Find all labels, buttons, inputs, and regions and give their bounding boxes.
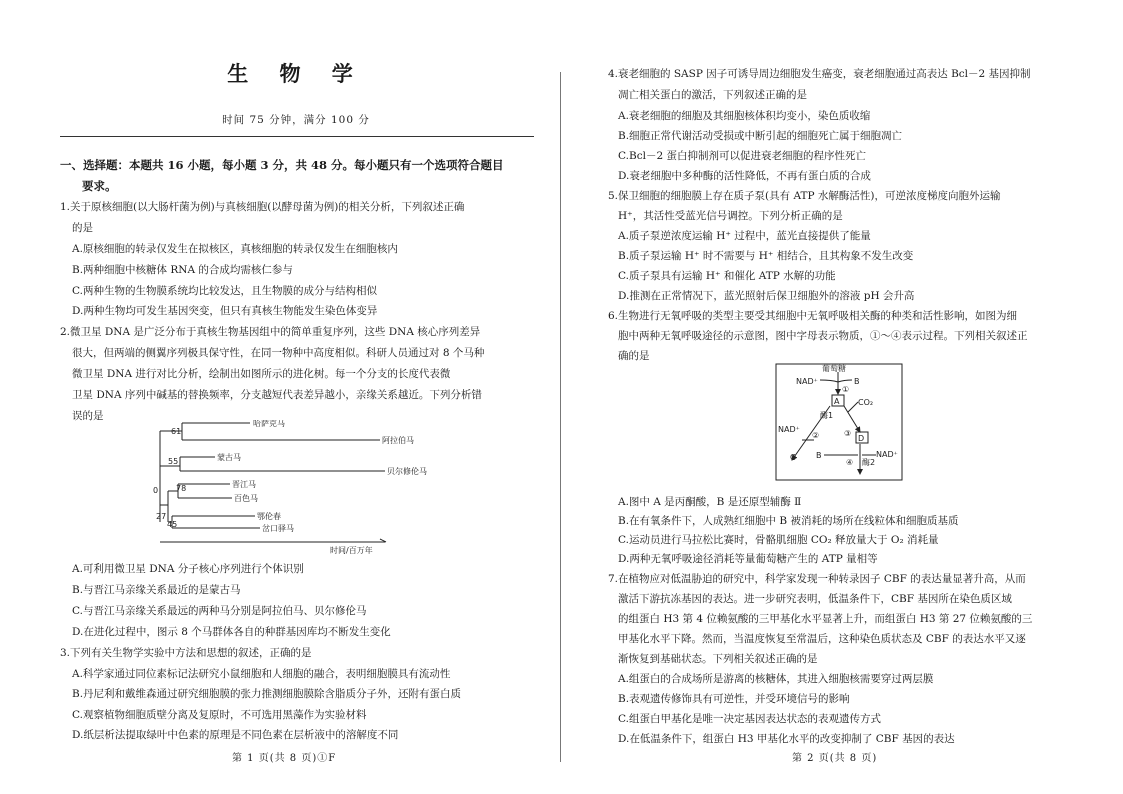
node-61: 61 — [171, 427, 182, 436]
q7-stem-1: 7.在植物应对低温胁迫的研究中，科学家发现一种转录因子 CBF 的表达量显著升高，从而 — [608, 573, 1026, 585]
horse-label-4: 贝尔修伦马 — [387, 467, 427, 476]
diagram-b-top: B — [854, 377, 860, 386]
q7-option-b: B.表观遗传修饰具有可逆性，并受环境信号的影响 — [618, 693, 850, 705]
q3-option-a: A.科学家通过同位素标记法研究小鼠细胞和人细胞的融合，表明细胞膜具有流动性 — [72, 668, 451, 680]
q6-stem-1: 6.生物进行无氧呼吸的类型主要受其细胞中无氧呼吸相关酶的种类和活性影响，如图为细 — [608, 310, 1018, 322]
q4-stem-2: 凋亡相关蛋白的激活，下列叙述正确的是 — [618, 89, 807, 101]
diagram-step-3: ③ — [844, 429, 852, 438]
q5-option-a: A.质子泵逆浓度运输 H⁺ 过程中，蓝光直接提供了能量 — [618, 230, 871, 242]
q2-stem-1: 2.微卫星 DNA 是广泛分布于真核生物基因组中的简单重复序列，这些 DNA 核心序列差异 — [60, 326, 481, 338]
q6-option-a: A.图中 A 是丙酮酸，B 是还原型辅酶 Ⅱ — [618, 496, 802, 508]
q7-option-c: C.组蛋白甲基化是唯一决定基因表达状态的表观遗传方式 — [618, 713, 881, 725]
diagram-step-4: ④ — [846, 458, 854, 467]
q6-option-b: B.在有氧条件下，人成熟红细胞中 B 被消耗的场所在线粒体和细胞质基质 — [618, 515, 959, 527]
q3-option-c: C.观察植物细胞质壁分离及复原时，不可选用黑藻作为实验材料 — [72, 709, 367, 721]
q1-option-d: D.两种生物均可发生基因突变，但只有真核生物能发生染色体变异 — [72, 305, 378, 317]
q4-option-a: A.衰老细胞的细胞及其细胞核体积均变小，染色质收缩 — [618, 110, 871, 122]
page-divider — [560, 72, 561, 762]
section-line-1: 一、选择题：本题共 16 小题，每小题 3 分，共 48 分。每小题只有一个选项符合题目 — [60, 158, 504, 172]
diagram-a: A — [834, 397, 840, 406]
node-27: 27 — [156, 512, 167, 521]
q7-stem-5: 渐恢复到基础状态。下列相关叙述正确的是 — [618, 653, 818, 665]
respiration-diagram — [772, 360, 912, 485]
node-0: 0 — [153, 486, 159, 495]
horse-label-8: 岔口驿马 — [262, 524, 294, 533]
q2-stem-4: 卫星 DNA 序列中碱基的替换频率，分支越短代表差异越小，亲缘关系越近。下列分析错 — [72, 389, 482, 401]
diagram-c: C — [790, 453, 796, 462]
q2-stem-2: 很大，但两端的侧翼序列极具保守性，在同一物种中高度相似。科研人员通过对 8 个马种 — [72, 347, 485, 359]
q1-stem-2: 的是 — [72, 222, 93, 234]
diagram-nad-right: NAD⁺ — [876, 450, 898, 459]
q5-option-d: D.推测在正常情况下，蓝光照射后保卫细胞外的溶液 pH 会升高 — [618, 290, 915, 302]
node-55: 55 — [168, 457, 179, 466]
phylogenetic-tree — [150, 420, 440, 560]
q2-stem-3: 微卫星 DNA 进行对比分析，绘制出如图所示的进化树。每一个分支的长度代表微 — [72, 368, 451, 380]
diagram-co2: CO₂ — [858, 398, 874, 407]
horse-label-5: 晋江马 — [232, 480, 256, 489]
q7-stem-4: 甲基化水平下降。然而，当温度恢复至常温后，这种染色质状态及 CBF 的表达水平又逐 — [618, 633, 1026, 645]
horse-label-6: 百色马 — [234, 494, 258, 503]
q7-option-d: D.在低温条件下，组蛋白 H3 甲基化水平的改变抑制了 CBF 基因的表达 — [618, 733, 955, 745]
section-line-2: 要求。 — [82, 179, 117, 193]
q5-stem-2: H⁺，其活性受蓝光信号调控。下列分析正确的是 — [618, 210, 843, 222]
diagram-b-mid: B — [816, 451, 822, 460]
q7-stem-3: 的组蛋白 H3 第 4 位赖氨酸的三甲基化水平显著上升，而组蛋白 H3 第 27 位赖氨酸的三 — [618, 613, 1033, 625]
q3-option-b: B.丹尼利和戴维森通过研究细胞膜的张力推测细胞膜除含脂质分子外，还附有蛋白质 — [72, 688, 462, 700]
title-rule — [60, 136, 534, 137]
section-heading — [60, 155, 540, 197]
q5-option-c: C.质子泵具有运输 H⁺ 和催化 ATP 水解的功能 — [618, 270, 836, 282]
footer-left: 第 1 页(共 8 页)①F — [232, 753, 337, 764]
diagram-step-1: ① — [842, 385, 850, 394]
diagram-nad-top: NAD⁺ — [796, 377, 818, 386]
diagram-glucose: 葡萄糖 — [822, 364, 846, 373]
q4-option-c: C.Bcl－2 蛋白抑制剂可以促进衰老细胞的程序性死亡 — [618, 150, 866, 162]
q4-option-d: D.衰老细胞中多种酶的活性降低，不再有蛋白质的合成 — [618, 170, 871, 182]
q2-option-b: B.与晋江马亲缘关系最近的是蒙古马 — [72, 584, 241, 596]
q6-stem-2: 胞中两种无氧呼吸途径的示意图，图中字母表示物质，①～④表示过程。下列相关叙述正 — [618, 330, 1028, 342]
q2-stem-5: 误的是 — [72, 410, 104, 422]
q6-option-d: D.两种无氧呼吸途径消耗等量葡萄糖产生的 ATP 量相等 — [618, 553, 878, 565]
diagram-d-box: D — [858, 434, 865, 443]
q2-option-a: A.可利用微卫星 DNA 分子核心序列进行个体识别 — [72, 563, 304, 575]
q1-option-a: A.原核细胞的转录仅发生在拟核区，真核细胞的转录仅发生在细胞核内 — [72, 243, 398, 255]
q1-stem-1: 1.关于原核细胞(以大肠杆菌为例)与真核细胞(以酵母菌为例)的相关分析，下列叙述正确 — [60, 201, 465, 213]
diagram-enzyme-1: 酶1 — [820, 411, 834, 420]
q4-option-b: B.细胞正常代谢活动受损或中断引起的细胞死亡属于细胞凋亡 — [618, 130, 903, 142]
q2-option-d: D.在进化过程中，图示 8 个马群体各自的种群基因库均不断发生变化 — [72, 626, 391, 638]
q5-stem-1: 5.保卫细胞的细胞膜上存在质子泵(具有 ATP 水解酶活性)，可逆浓度梯度向胞外运输 — [608, 190, 1001, 202]
diagram-step-2: ② — [812, 431, 820, 440]
q5-option-b: B.质子泵运输 H⁺ 时不需要与 H⁺ 相结合，且其构象不发生改变 — [618, 250, 914, 262]
node-45: 45 — [167, 520, 178, 529]
q7-stem-2: 激活下游抗冻基因的表达。进一步研究表明，低温条件下，CBF 基因所在染色质区域 — [618, 593, 1012, 605]
horse-label-1: 哈萨克马 — [253, 420, 285, 428]
exam-subtitle: 时间 75 分钟，满分 100 分 — [222, 114, 370, 126]
q6-option-c: C.运动员进行马拉松比赛时，骨骼肌细胞 CO₂ 释放量大于 O₂ 消耗量 — [618, 534, 939, 546]
diagram-nad-left: NAD⁺ — [778, 425, 800, 434]
node-78: 78 — [176, 484, 187, 493]
horse-label-3: 蒙古马 — [217, 453, 241, 462]
exam-title: 生 物 学 — [227, 61, 365, 86]
q2-option-c: C.与晋江马亲缘关系最远的两种马分别是阿拉伯马、贝尔修伦马 — [72, 605, 367, 617]
horse-label-7: 鄂伦春 — [257, 512, 281, 521]
q3-stem: 3.下列有关生物学实验中方法和思想的叙述，正确的是 — [60, 647, 312, 659]
footer-right: 第 2 页(共 8 页) — [792, 753, 878, 764]
q4-stem-1: 4.衰老细胞的 SASP 因子可诱导周边细胞发生癌变，衰老细胞通过高表达 Bcl－2 基因抑制 — [608, 68, 1031, 80]
horse-label-2: 阿拉伯马 — [382, 436, 414, 445]
q1-option-b: B.两种细胞中核糖体 RNA 的合成均需核仁参与 — [72, 264, 293, 276]
diagram-enzyme-2: 酶2 — [862, 458, 876, 467]
tree-axis-label: 时间/百万年 — [330, 546, 373, 555]
q3-option-d: D.纸层析法提取绿叶中色素的原理是不同色素在层析液中的溶解度不同 — [72, 729, 399, 741]
q7-option-a: A.组蛋白的合成场所是游离的核糖体，其进入细胞核需要穿过两层膜 — [618, 673, 934, 685]
q1-option-c: C.两种生物的生物膜系统均比较发达，且生物膜的成分与结构相似 — [72, 285, 377, 297]
q6-stem-3: 确的是 — [618, 350, 650, 362]
